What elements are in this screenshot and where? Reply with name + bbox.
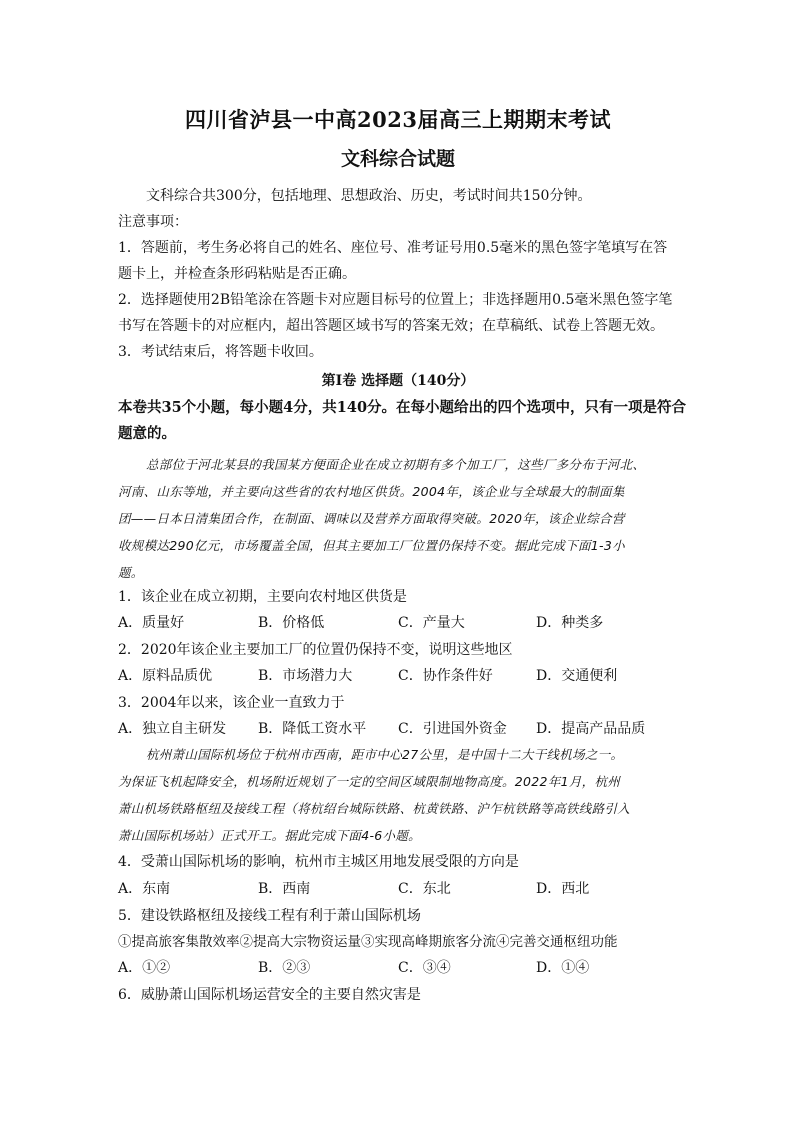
- option-d: D．种类多: [536, 615, 604, 631]
- material-line: 总部位于河北某县的我国某方便面企业在成立初期有多个加工厂，这些厂多分布于河北、: [146, 457, 646, 472]
- option-b: B．西南: [258, 881, 311, 897]
- question-stem: 2．2020年该企业主要加工厂的位置仍保持不变，说明这些地区: [118, 642, 513, 658]
- option-c: C．协作条件好: [398, 668, 493, 684]
- material-line: 团——日本日清集团合作，在制面、调味以及营养方面取得突破。2020年，该企业综合营: [118, 511, 625, 526]
- material-line: 杭州萧山国际机场位于杭州市西南，距市中心27公里，是中国十二大干线机场之一。: [146, 747, 624, 762]
- option-c: C．东北: [398, 881, 451, 897]
- question-stem: 1．该企业在成立初期，主要向农村地区供货是: [118, 589, 407, 605]
- question-stem: 5．建设铁路枢纽及接线工程有利于萧山国际机场: [118, 908, 421, 924]
- question-stem: 4．受萧山国际机场的影响，杭州市主城区用地发展受限的方向是: [118, 854, 519, 870]
- option-a: A．质量好: [118, 615, 185, 631]
- option-b: B．②③: [258, 960, 311, 976]
- exam-subtitle: 文科综合试题: [340, 148, 455, 170]
- option-a: A．东南: [118, 881, 171, 897]
- option-b: B．降低工资水平: [258, 721, 367, 737]
- notice-label: 注意事项：: [118, 214, 188, 230]
- option-b: B．价格低: [258, 615, 325, 631]
- option-b: B．市场潜力大: [258, 668, 353, 684]
- section-instructions: 本卷共35个小题，每小题4分，共140分。在每小题给出的四个选项中，只有一项是符合: [118, 399, 687, 416]
- question-stem: 6．威胁萧山国际机场运营安全的主要自然灾害是: [118, 987, 421, 1003]
- section-instructions: 题意的。: [118, 425, 176, 442]
- option-a: A．原料品质优: [118, 668, 213, 684]
- option-d: D．交通便利: [536, 668, 618, 684]
- material-line: 为保证飞机起降安全，机场附近规划了一定的空间区域限制地物高度。2022年1月，杭州: [118, 774, 621, 789]
- option-a: A．①②: [118, 960, 171, 976]
- option-d: D．①④: [536, 960, 590, 976]
- exam-summary: 文科综合共300分，包括地理、思想政治、历史，考试时间共150分钟。: [146, 188, 592, 204]
- option-c: C．③④: [398, 960, 451, 976]
- material-line: 收规模达290亿元，市场覆盖全国，但其主要加工厂位置仍保持不变。据此完成下面1-3小: [118, 538, 625, 553]
- notice-line: 书写在答题卡的对应框内，超出答题区域书写的答案无效；在草稿纸、试卷上答题无效。: [118, 318, 664, 334]
- question-stem: 3．2004年以来，该企业一直致力于: [118, 695, 345, 711]
- option-d: D．西北: [536, 881, 590, 897]
- question-statements: ①提高旅客集散效率②提高大宗物资运量③实现高峰期旅客分流④完善交通枢纽功能: [118, 934, 618, 950]
- option-c: C．产量大: [398, 615, 465, 631]
- option-d: D．提高产品品质: [536, 721, 646, 737]
- section-heading: 第Ⅰ卷 选择题（140分）: [321, 373, 475, 389]
- notice-line: 3．考试结束后，将答题卡收回。: [118, 344, 323, 360]
- material-line: 萧山机场铁路枢纽及接线工程（将杭绍台城际铁路、杭黄铁路、沪乍杭铁路等高铁线路引入: [118, 801, 631, 816]
- notice-line: 题卡上，并检查条形码粘贴是否正确。: [118, 266, 356, 282]
- exam-title: 四川省泸县一中高2023届高三上期期末考试: [185, 107, 611, 132]
- option-c: C．引进国外资金: [398, 721, 507, 737]
- material-line: 河南、山东等地，并主要向这些省的农村地区供货。2004年，该企业与全球最大的制面集: [118, 484, 625, 499]
- material-line: 萧山国际机场站）正式开工。据此完成下面4-6小题。: [118, 828, 421, 843]
- notice-line: 2．选择题使用2B铅笔涂在答题卡对应题目标号的位置上；非选择题用0.5毫米黑色签字笔: [118, 292, 673, 308]
- option-a: A．独立自主研发: [118, 721, 227, 737]
- notice-line: 1．答题前，考生务必将自己的姓名、座位号、准考证号用0.5毫米的黑色签字笔填写在答: [118, 240, 668, 256]
- material-line: 题。: [118, 565, 144, 580]
